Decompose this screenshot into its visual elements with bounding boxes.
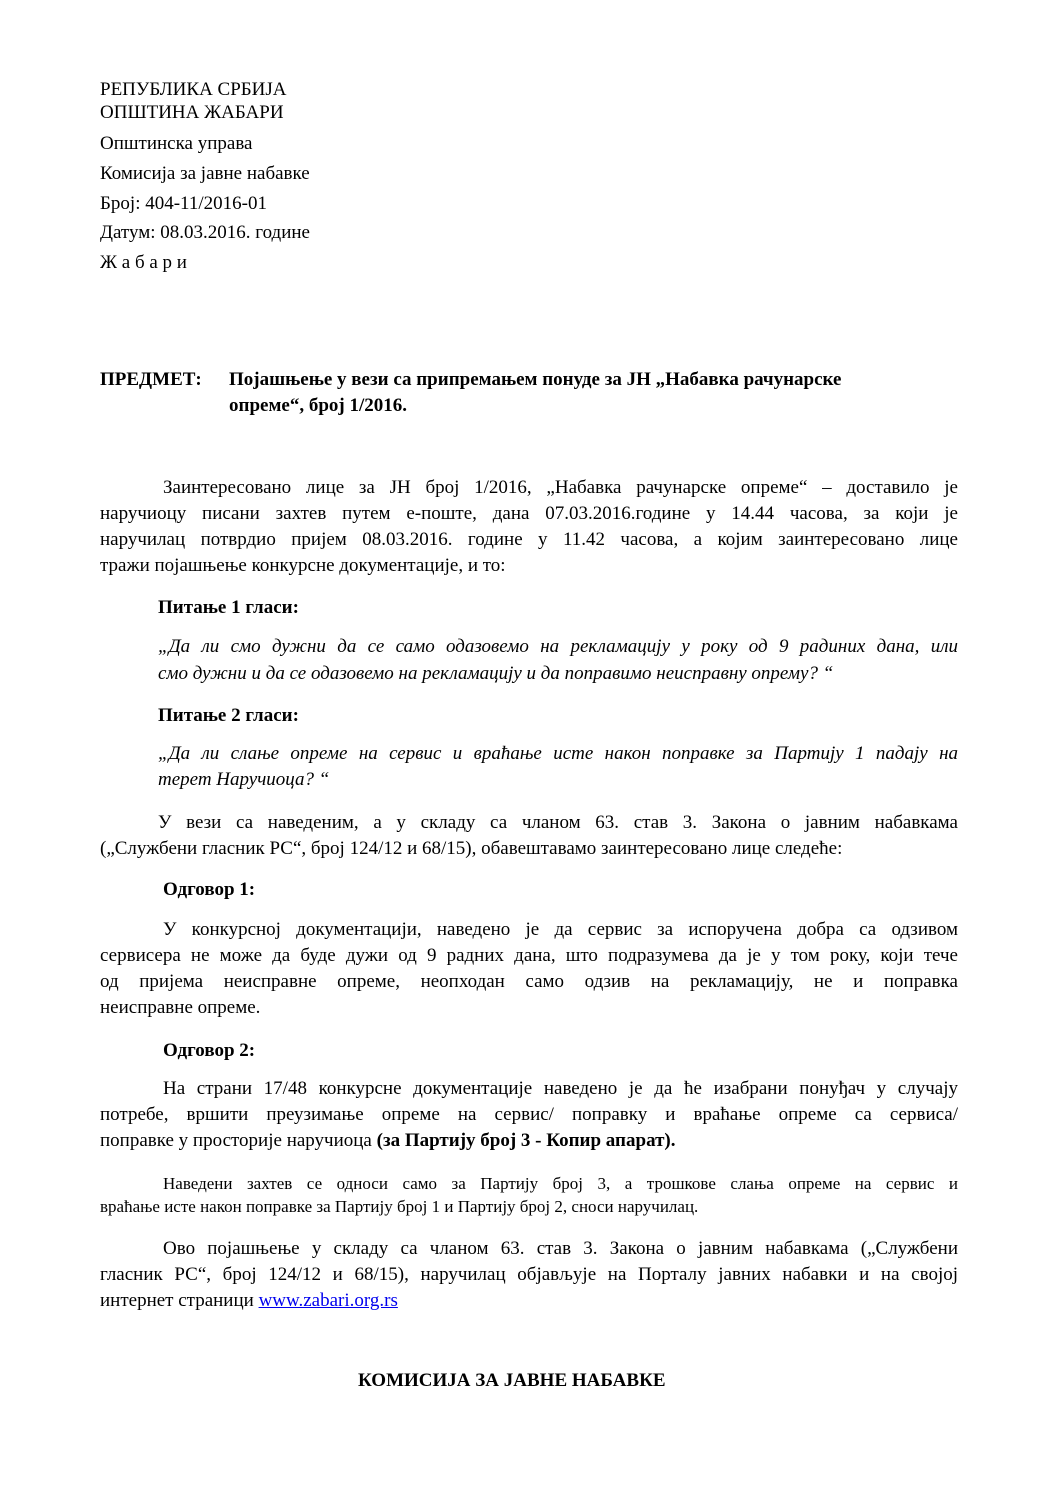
intro-line-3: наручилац потврдио пријем 08.03.2016. године у 11.42 часова, а којим заинтересовано лице [100, 529, 958, 550]
question-1-line-2: смо дужни и да се одазовемо на рекламацију и да поправимо неисправну опрему? “ [158, 663, 834, 684]
header-number: Број: 404-11/2016-01 [100, 193, 267, 214]
answer-2-line-2: потребе, вршити преузимање опреме на сервис/ поправку и враћање опреме са сервиса/ [100, 1104, 958, 1125]
header-commission: Комисија за јавне набавке [100, 163, 310, 184]
answer-1-line-4: неисправне опреме. [100, 997, 261, 1018]
reference-line-1: У вези са наведеним, а у складу са чланом 63. став 3. Закона о јавним набавкама [158, 812, 958, 833]
header-place: Ж а б а р и [100, 252, 187, 273]
answer-1-line-3: од пријема неисправне опреме, неопходан само одзив на рекламацију, не и поправка [100, 971, 958, 992]
answer-2-paragraph-2-line-1: Наведени захтев се односи само за Партију број 3, а трошкове слања опреме на сервис и [163, 1174, 958, 1193]
closing-line-1: Ово појашњење у складу са чланом 63. став 3. Закона о јавним набавкама („Службени [163, 1238, 958, 1259]
question-2-heading: Питање 2 гласи: [158, 705, 299, 726]
answer-1-heading: Одговор 1: [163, 879, 256, 900]
header-administration: Општинска управа [100, 133, 253, 154]
question-1-line-1: „Да ли смо дужни да се само одазовемо на рекламацију у року од 9 радиних дана, или [158, 636, 958, 657]
signature-commission: КОМИСИЈА ЗА ЈАВНЕ НАБАВКЕ [358, 1370, 666, 1391]
header-date: Датум: 08.03.2016. године [100, 222, 310, 243]
intro-line-4: тражи појашњење конкурсне документације, и то: [100, 555, 506, 576]
subject-line-2: опреме“, број 1/2016. [229, 395, 407, 416]
reference-line-2: („Службени гласник РС“, број 124/12 и 68/15), обавештавамо заинтересовано лице следеће: [100, 838, 843, 859]
answer-2-heading: Одговор 2: [163, 1040, 256, 1061]
subject-label: ПРЕДМЕТ: [100, 369, 202, 390]
closing-line-2: гласник РС“, број 124/12 и 68/15), наручилац објављује на Порталу јавних набавки и на својој [100, 1264, 958, 1285]
answer-2-line-3 [100, 1130, 676, 1152]
intro-line-1: Заинтересовано лице за ЈН број 1/2016, „Набавка рачунарске опреме“ – доставило је [163, 477, 958, 498]
subject-line-1: Појашњење у вези са припремањем понуде за ЈН „Набавка рачунарске [229, 369, 842, 390]
website-link[interactable]: www.zabari.org.rs [258, 1290, 398, 1311]
intro-line-2: наручиоцу писани захтев путем е-поште, дана 07.03.2016.године у 14.44 часова, за који је [100, 503, 958, 524]
header-municipality: ОПШТИНА ЖАБАРИ [100, 102, 284, 123]
answer-2-line-3-text: поправке у просторије наручиоца [100, 1130, 372, 1151]
question-2-line-1: „Да ли слање опреме на сервис и враћање исте након поправке за Партију 1 падају на [158, 743, 958, 764]
header-republic: РЕПУБЛИКА СРБИЈА [100, 79, 287, 100]
answer-1-line-1: У конкурсној документацији, наведено је да сервис за испоручена добра са одзивом [163, 919, 958, 940]
answer-2-party-note: (за Партију број 3 - Копир апарат). [376, 1130, 676, 1151]
answer-1-line-2: сервисера не може да буде дужи од 9 радних дана, што подразумева да је у том року, који тече [100, 945, 958, 966]
answer-2-line-1: На страни 17/48 конкурсне документације наведено је да ће изабрани понуђач у случају [163, 1078, 958, 1099]
answer-2-paragraph-2-line-2: враћање исте након поправке за Партију број 1 и Партију број 2, сноси наручилац. [100, 1197, 699, 1216]
question-1-heading: Питање 1 гласи: [158, 597, 299, 618]
closing-line-3-text: интернет страници [100, 1290, 254, 1311]
question-2-line-2: терет Наручиоца? “ [158, 769, 330, 790]
closing-line-3 [100, 1290, 398, 1312]
